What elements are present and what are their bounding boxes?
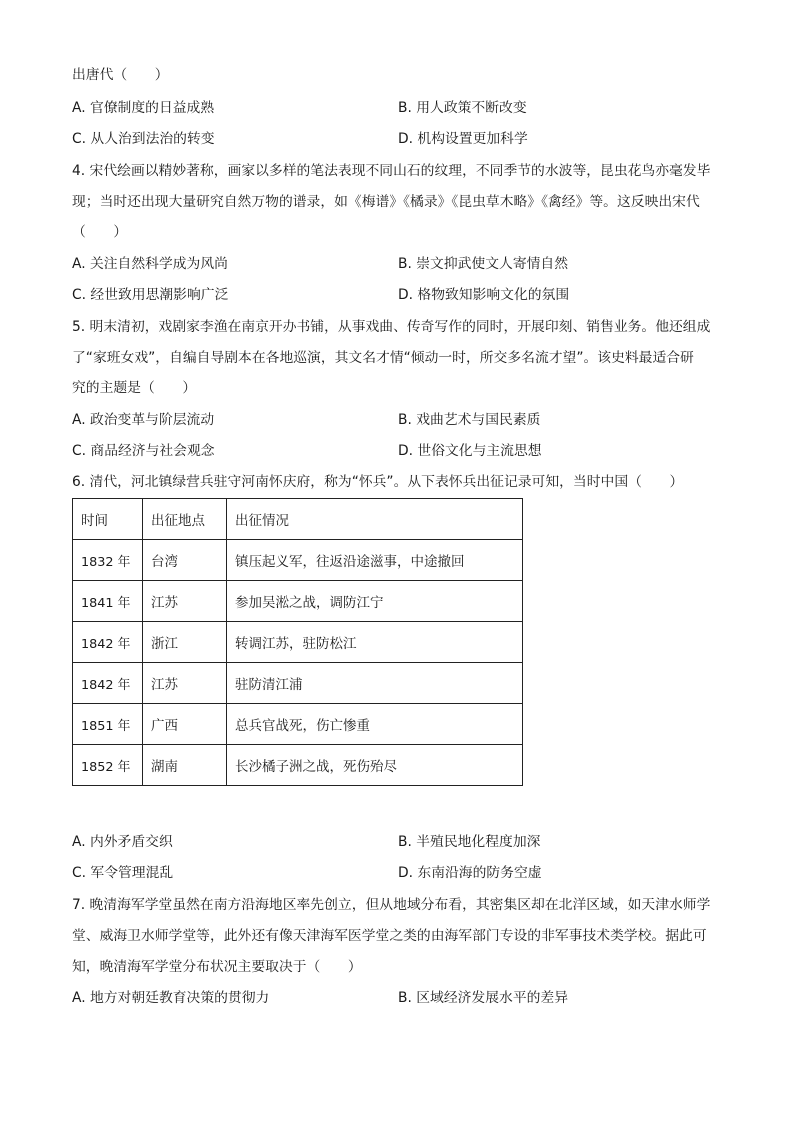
q4-stem-line-1: 4. 宋代绘画以精妙著称，画家以多样的笔法表现不同山石的纹理，不同季节的水波等，昆虫花鸟亦毫发毕 bbox=[72, 163, 711, 179]
table-cell-situation: 总兵官战死，伤亡惨重 bbox=[227, 704, 523, 745]
q4-option-a: A. 关注自然科学成为风尚 bbox=[72, 256, 228, 272]
q3-option-a: A. 官僚制度的日益成熟 bbox=[72, 100, 215, 116]
q6-option-a: A. 内外矛盾交织 bbox=[72, 834, 173, 850]
q7-option-a: A. 地方对朝廷教育决策的贯彻力 bbox=[72, 990, 270, 1006]
q4-stem-line-2: 现；当时还出现大量研究自然万物的谱录，如《梅谱》《橘录》《昆虫草木略》《禽经》等。这反映出宋代 bbox=[72, 194, 700, 210]
q6-deployment-table bbox=[72, 498, 523, 786]
table-cell-year: 1841 年 bbox=[73, 581, 143, 622]
q5-stem-line-2: 了“家班女戏”，自编自导剧本在各地巡演，其文名才情“倾动一时，所交多名流才望”。该史料最适合研 bbox=[72, 350, 694, 366]
table-cell-situation: 转调江苏，驻防松江 bbox=[227, 622, 523, 663]
table-cell-year: 1851 年 bbox=[73, 704, 143, 745]
q6-option-b: B. 半殖民地化程度加深 bbox=[398, 834, 541, 850]
table-cell-place: 江苏 bbox=[143, 581, 227, 622]
q7-stem-line-2: 堂、威海卫水师学堂等，此外还有像天津海军医学堂之类的由海军部门专设的非军事技术类学校。据此可 bbox=[72, 928, 707, 944]
table-header-cell: 出征情况 bbox=[227, 499, 523, 540]
table-row bbox=[73, 581, 523, 622]
table-cell-situation: 参加吴淞之战，调防江宁 bbox=[227, 581, 523, 622]
table-cell-place: 湖南 bbox=[143, 745, 227, 786]
table-cell-year: 1842 年 bbox=[73, 622, 143, 663]
q4-option-b: B. 崇文抑武使文人寄情自然 bbox=[398, 256, 569, 272]
table-cell-year: 1832 年 bbox=[73, 540, 143, 581]
q3-option-d: D. 机构设置更加科学 bbox=[398, 131, 528, 147]
table-cell-situation: 驻防清江浦 bbox=[227, 663, 523, 704]
q4-stem-line-3: （ ） bbox=[72, 224, 128, 240]
q6-option-d: D. 东南沿海的防务空虚 bbox=[398, 865, 542, 881]
q4-option-d: D. 格物致知影响文化的氛围 bbox=[398, 287, 570, 303]
q6-option-c: C. 军令管理混乱 bbox=[72, 865, 174, 881]
q3-stem-tail: 出唐代（ ） bbox=[72, 67, 169, 83]
q5-option-a: A. 政治变革与阶层流动 bbox=[72, 412, 215, 428]
table-row bbox=[73, 540, 523, 581]
table-cell-year: 1852 年 bbox=[73, 745, 143, 786]
table-cell-situation: 长沙橘子洲之战，死伤殆尽 bbox=[227, 745, 523, 786]
table-cell-place: 江苏 bbox=[143, 663, 227, 704]
table-header-row bbox=[73, 499, 523, 540]
table-row bbox=[73, 704, 523, 745]
table-row bbox=[73, 745, 523, 786]
table-row bbox=[73, 622, 523, 663]
table-cell-year: 1842 年 bbox=[73, 663, 143, 704]
table-cell-place: 台湾 bbox=[143, 540, 227, 581]
table-cell-place: 广西 bbox=[143, 704, 227, 745]
table-header-cell: 时间 bbox=[73, 499, 143, 540]
table-header-cell: 出征地点 bbox=[143, 499, 227, 540]
q6-stem: 6. 清代，河北镇绿营兵驻守河南怀庆府，称为“怀兵”。从下表怀兵出征记录可知，当时中国（ ） bbox=[72, 474, 684, 490]
q5-stem-line-1: 5. 明末清初，戏剧家李渔在南京开办书铺，从事戏曲、传奇写作的同时，开展印刻、销售业务。他还组成 bbox=[72, 319, 711, 335]
q5-option-c: C. 商品经济与社会观念 bbox=[72, 443, 215, 459]
q7-stem-line-3: 知，晚清海军学堂分布状况主要取决于（ ） bbox=[72, 959, 362, 975]
q7-stem-line-1: 7. 晚清海军学堂虽然在南方沿海地区率先创立，但从地域分布看，其密集区却在北洋区域，如天津水师学 bbox=[72, 897, 711, 913]
q5-stem-line-3: 究的主题是（ ） bbox=[72, 380, 197, 396]
table-cell-place: 浙江 bbox=[143, 622, 227, 663]
table-cell-situation: 镇压起义军，往返沿途滋事，中途撤回 bbox=[227, 540, 523, 581]
q5-option-b: B. 戏曲艺术与国民素质 bbox=[398, 412, 541, 428]
q3-option-b: B. 用人政策不断改变 bbox=[398, 100, 527, 116]
q4-option-c: C. 经世致用思潮影响广泛 bbox=[72, 287, 229, 303]
q3-option-c: C. 从人治到法治的转变 bbox=[72, 131, 215, 147]
table-row bbox=[73, 663, 523, 704]
q7-option-b: B. 区域经济发展水平的差异 bbox=[398, 990, 569, 1006]
q5-option-d: D. 世俗文化与主流思想 bbox=[398, 443, 542, 459]
